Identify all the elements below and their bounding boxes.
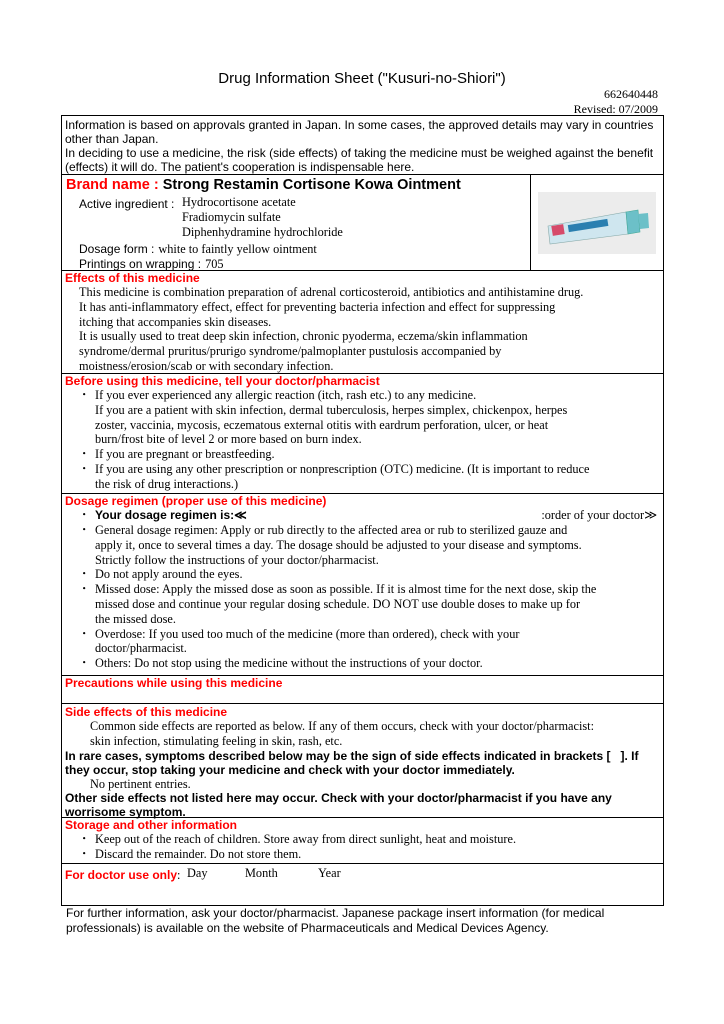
ingredient-item: Fradiomycin sulfate	[182, 210, 281, 224]
brand-details	[79, 195, 529, 270]
ingredient-item: Diphenhydramine hydrochloride	[182, 225, 343, 239]
precautions-section	[62, 675, 663, 703]
effects-line: moistness/erosion/scab or with secondary infection.	[79, 358, 334, 373]
list-item-cont: apply it, once to several times a day. The dosage should be adjusted to your disease and symptoms.	[95, 537, 582, 552]
list-item: ・ If you are using any other prescription or nonprescription (OTC) medicine. (It is important to reduce	[78, 461, 590, 476]
brand-section	[62, 174, 663, 271]
effects-line: This medicine is combination preparation of adrenal corticosteroid, antibiotics and antihistamine drug.	[79, 285, 584, 299]
side-effects-line: skin infection, stimulating feeling in skin, rash, etc.	[90, 733, 343, 748]
day-field[interactable]: Day	[187, 866, 208, 880]
doctor-order-note: :order of your doctor≫	[541, 508, 657, 522]
before-header: Before using this medicine, tell your doctor/pharmacist	[65, 374, 380, 388]
list-item-cont: If you are a patient with skin infection, dermal tuberculosis, herpes simplex, chickenpox, herpes	[95, 402, 568, 417]
list-item-cont: zoster, vaccinia, mycosis, eczematous external otitis with eardrum perforation, ulcer, or heat	[95, 417, 549, 432]
intro-line: (effects) it will do. The patient's cooperation is indispensable here.	[65, 160, 415, 174]
list-item: ・ General dosage regimen: Apply or rub directly to the affected area or rub to sterilized gauze and	[78, 523, 568, 537]
list-item: ・ Missed dose: Apply the missed dose as soon as possible. If it is almost time for the next dose, skip the	[78, 582, 597, 597]
document-code: 662640448	[604, 87, 658, 101]
dosage-header: Dosage regimen (proper use of this medicine)	[65, 494, 327, 508]
footer-line: For further information, ask your doctor/pharmacist. Japanese package insert information (for medical	[66, 906, 605, 920]
month-field[interactable]: Month	[245, 866, 278, 880]
doctor-use-section: For doctor use only: Day Month Year	[62, 863, 663, 906]
rare-warning: they occur, stop taking your medicine and check with your doctor immediately.	[65, 762, 515, 777]
active-ingredient-label: Active ingredient :	[79, 197, 175, 211]
dosage-section	[62, 493, 663, 676]
effects-header: Effects of this medicine	[65, 271, 200, 285]
list-item: ・ If you are pregnant or breastfeeding.	[78, 447, 275, 462]
brand-heading	[66, 176, 461, 194]
year-field[interactable]: Year	[318, 866, 341, 880]
rare-warning: In rare cases, symptoms described below may be the sign of side effects indicated in brackets [ ]. If	[65, 748, 639, 763]
ointment-tube-icon	[538, 192, 656, 254]
intro-line: other than Japan.	[65, 132, 159, 146]
list-item: ・ If you ever experienced any allergic reaction (itch, rash etc.) to any medicine.	[78, 388, 477, 402]
list-item-cont: missed dose and continue your regular dosing schedule. DO NOT use double doses to make up for	[95, 596, 581, 611]
your-dosage-regimen: ・ Your dosage regimen is:≪ :order of your doctor≫	[78, 508, 657, 522]
list-item-cont: burn/frost bite of level 2 or more based on burn index.	[95, 432, 362, 447]
list-item: ・ Keep out of the reach of children. Store away from direct sunlight, heat and moisture.	[78, 832, 517, 846]
ingredient-item: Hydrocortisone acetate	[182, 195, 296, 209]
before-section	[62, 373, 663, 494]
list-item: ・ Others: Do not stop using the medicine without the instructions of your doctor.	[78, 656, 483, 671]
effects-line: syndrome/dermal pruritus/prurigo syndrome/palmoplanter pustulosis accompanied by	[79, 344, 502, 359]
other-side-effects: worrisome symptom.	[65, 805, 186, 820]
brand-label: Brand name :	[66, 177, 159, 193]
brand-name: Strong Restamin Cortisone Kowa Ointment	[162, 177, 461, 193]
info-sheet-frame	[61, 115, 664, 906]
list-item-cont: the missed dose.	[95, 611, 176, 626]
other-side-effects: Other side effects not listed here may occur. Check with your doctor/pharmacist if you have any	[65, 791, 612, 806]
document-meta	[574, 87, 658, 117]
precautions-header: Precautions while using this medicine	[65, 676, 283, 690]
intro-line: In deciding to use a medicine, the risk (side effects) of taking the medicine must be weighed against the benefit	[65, 146, 654, 160]
intro-section	[62, 116, 663, 174]
effects-line: It has anti-inflammatory effect, effect for preventing bacteria infection and effect for suppressing	[79, 299, 556, 314]
list-item-cont: Strictly follow the instructions of your doctor/pharmacist.	[95, 552, 379, 567]
storage-section	[62, 817, 663, 863]
footer-line: professionals) is available on the website of Pharmaceuticals and Medical Devices Agency.	[66, 920, 549, 935]
page-title: Drug Information Sheet ("Kusuri-no-Shiori")	[218, 70, 506, 87]
effects-section	[62, 270, 663, 373]
list-item: ・ Discard the remainder. Do not store them.	[78, 846, 302, 861]
list-item: ・ Overdose: If you used too much of the medicine (more than ordered), check with your	[78, 626, 520, 641]
list-item: ・ Do not apply around the eyes.	[78, 567, 243, 582]
effects-line: It is usually used to treat deep skin infection, chronic pyoderma, eczema/skin inflammation	[79, 329, 528, 344]
list-item-cont: doctor/pharmacist.	[95, 641, 187, 656]
dosage-form-label: Dosage form :	[79, 242, 155, 256]
no-entries: No pertinent entries.	[90, 776, 191, 791]
dosage-form-value: white to faintly yellow ointment	[158, 242, 317, 256]
revised-date: Revised: 07/2009	[573, 102, 658, 116]
storage-header: Storage and other information	[65, 818, 238, 832]
side-effects-section	[62, 703, 663, 820]
intro-line: Information is based on approvals granted in Japan. In some cases, the approved details may vary in countries	[65, 118, 654, 132]
doctor-use-label: For doctor use only	[65, 868, 178, 882]
product-image-cell	[530, 175, 663, 271]
footer	[66, 906, 666, 935]
side-effects-line: Common side effects are reported as below. If any of them occurs, check with your doctor/pharmacist:	[90, 719, 595, 733]
effects-line: itching that accompanies skin diseases.	[79, 314, 272, 329]
printings-label: Printings on wrapping :	[79, 257, 202, 271]
side-effects-header: Side effects of this medicine	[65, 705, 228, 719]
printings-value: 705	[205, 257, 224, 271]
list-item-cont: the risk of drug interactions.)	[95, 476, 239, 491]
